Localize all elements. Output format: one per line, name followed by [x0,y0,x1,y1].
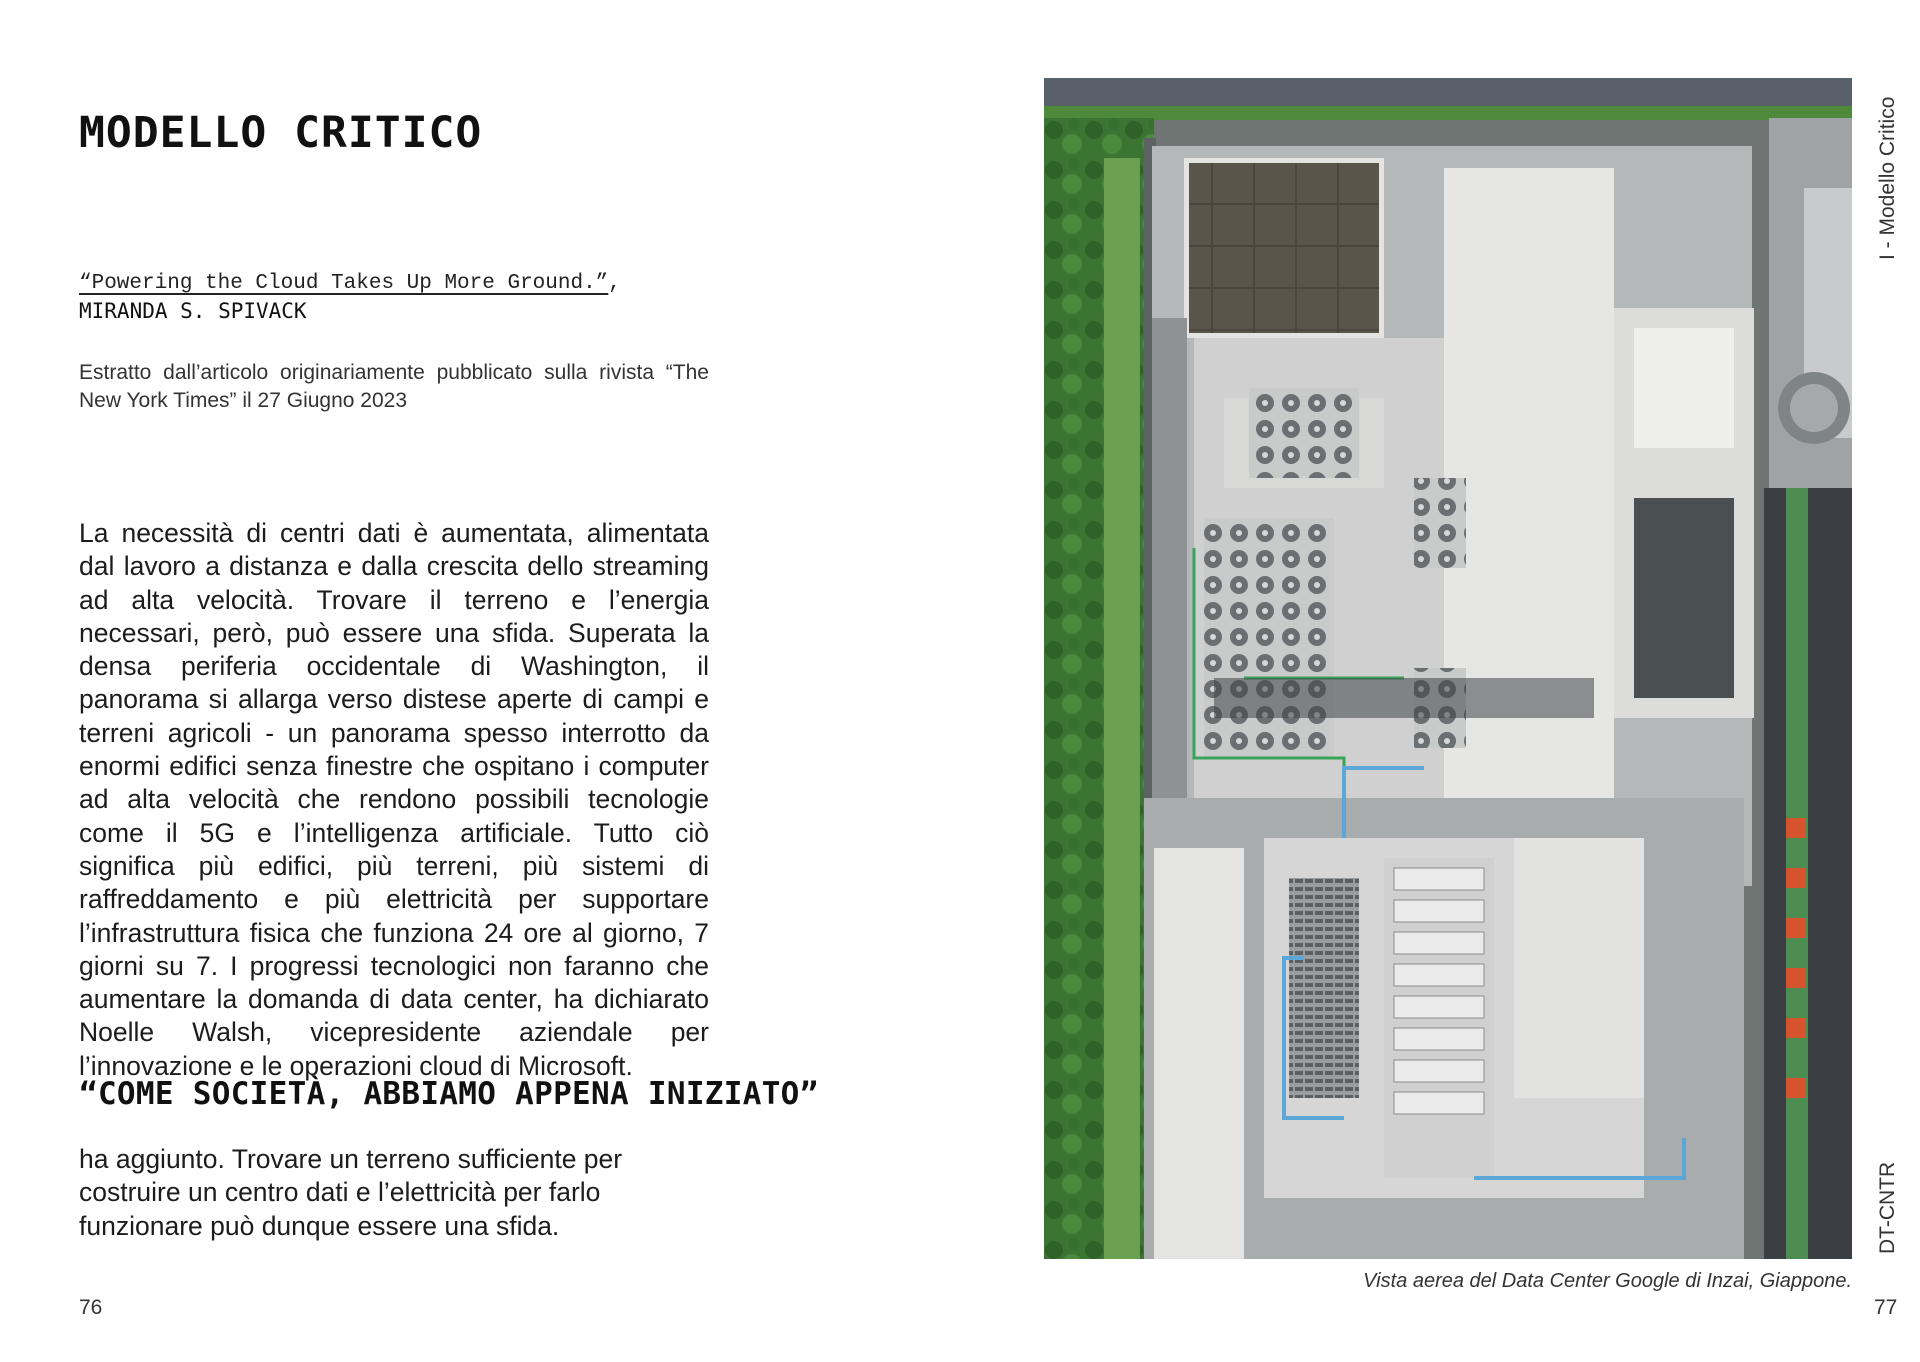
article-title-line [79,270,719,297]
article-author: MIRANDA S. SPIVACK [79,299,307,323]
side-label-section: I - Modello Critico [1876,96,1899,260]
body-paragraph: La necessità di centri dati è aumentata, alimentata dal lavoro a distanza e dalla crescita dello streaming ad alta velocità. Trovare il terreno e l’energia necessari, però, può essere una sfida. Superata la densa periferia occidentale di Washington, il panorama si allarga verso distese aperte di campi e terreni agricoli - un panorama spesso interrotto da enormi edifici senza finestre che ospitano i computer ad alta velocità che rendono possibili tecnologie come il 5G e l’intelligenza artificiale. Tutto ciò significa più edifici, più terreni, più sistemi di raffreddamento e più elettricità per supportare l’infrastruttura fisica che funziona 24 ore al giorno, 7 giorni su 7. I progressi tecnologici non faranno che aumentare la domanda di data center, ha dichiarato Noelle Walsh, vicepresidente aziendale per l’innovazione e le operazioni cloud di Microsoft. [79,518,709,1081]
article-reference [79,270,719,326]
article-title: “Powering the Cloud Takes Up More Ground.” [79,272,609,295]
excerpt-note: Estratto dall’articolo originariamente pubblicato sulla rivista “The New York Times” il 27 Giugno 2023 [79,361,709,412]
body-paragraph-continued: ha aggiunto. Trovare un terreno sufficiente per costruire un centro dati e l’elettricità per farlo funzionare può dunque essere una sfida. [79,1144,623,1241]
side-label-code: DT-CNTR [1876,1161,1899,1254]
page-title: MODELLO CRITICO [79,108,483,158]
pull-quote: “COME SOCIETÀ, ABBIAMO APPENA INIZIATO” [79,1076,819,1112]
page-number-right: 77 [1874,1296,1898,1319]
page-number-left: 76 [79,1296,103,1319]
photo-caption: Vista aerea del Data Center Google di Inzai, Giappone. [1363,1270,1852,1292]
aerial-data-center-photo [1044,78,1852,1259]
article-title-comma: , [608,272,621,295]
